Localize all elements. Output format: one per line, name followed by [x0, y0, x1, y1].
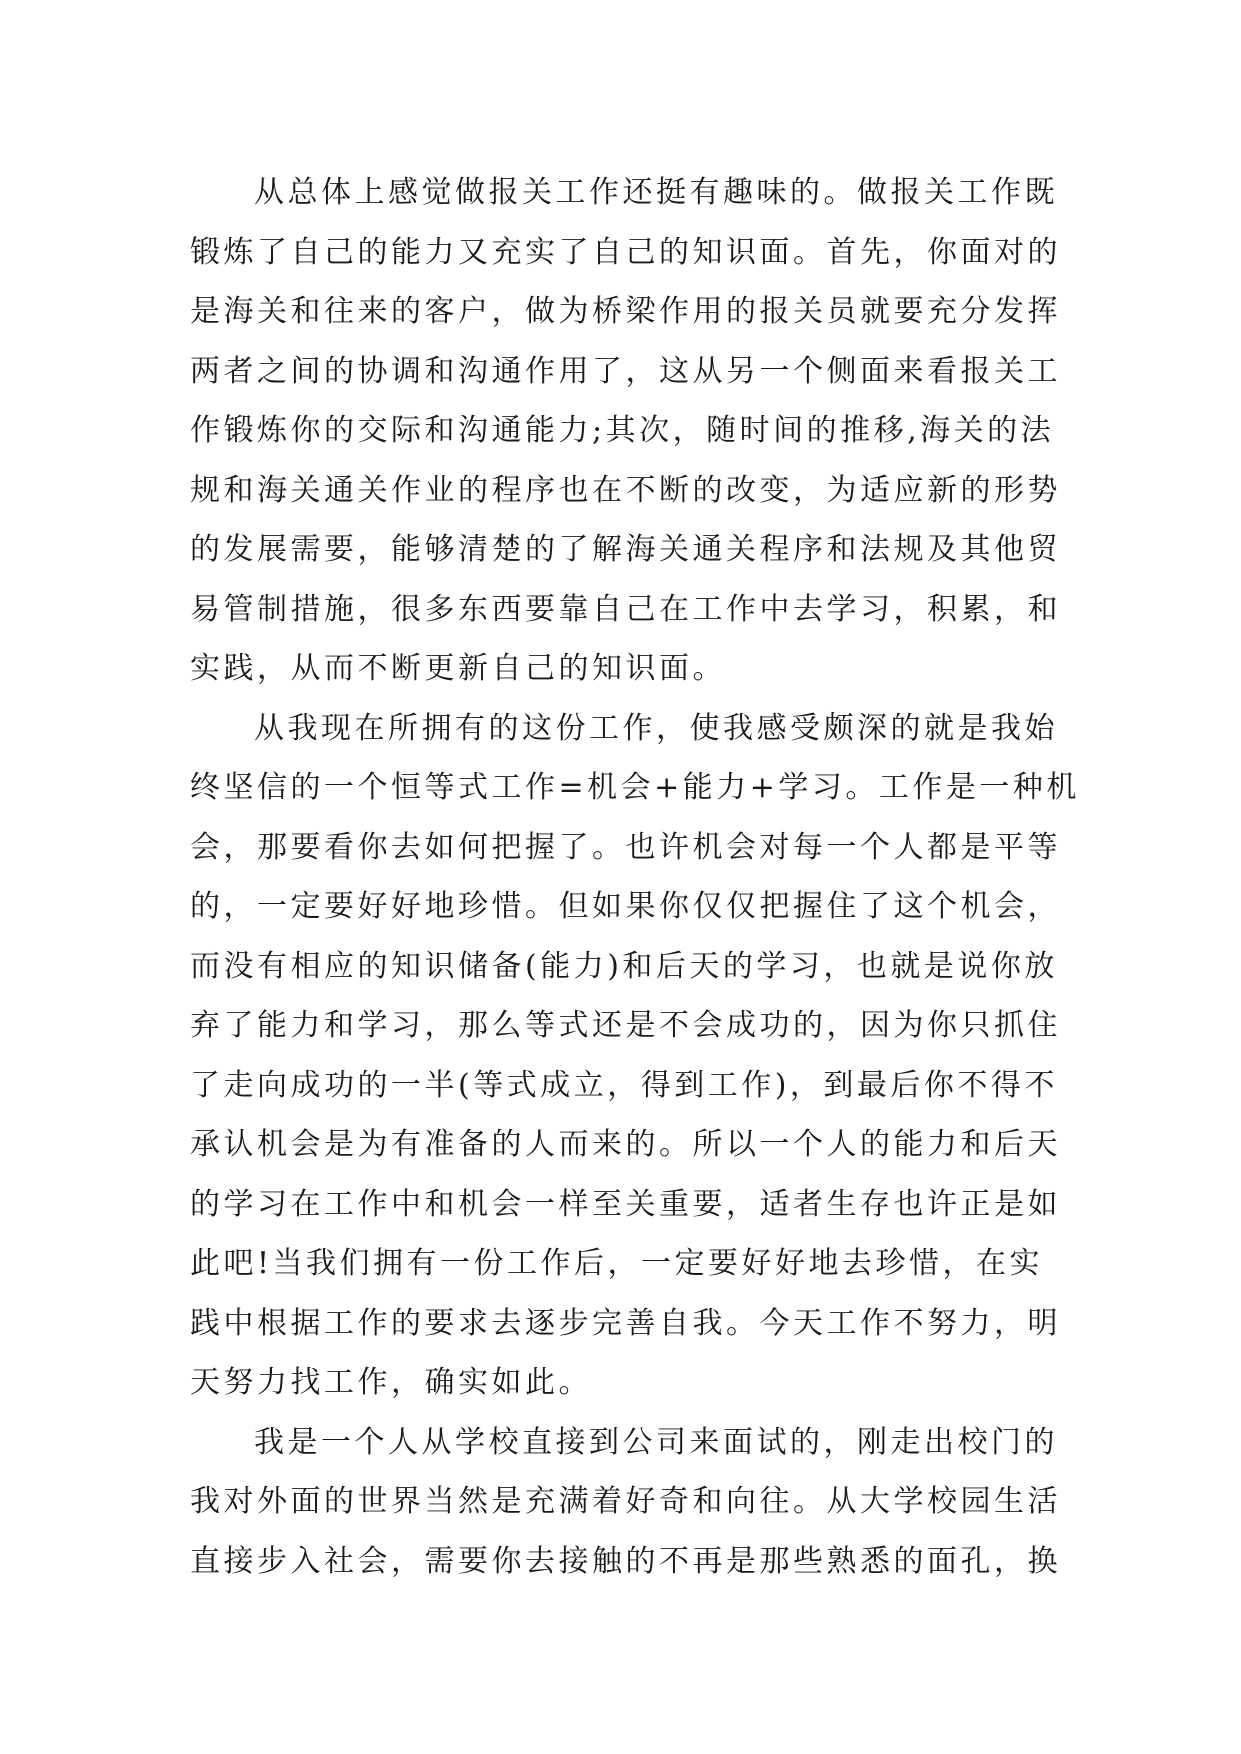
text-line: 从我现在所拥有的这份工作，使我感受颇深的就是我始: [254, 710, 1058, 746]
text-line: 而没有相应的知识储备(能力)和后天的学习，也就是说你放: [190, 948, 1058, 984]
text-line: 的，一定要好好地珍惜。但如果你仅仅把握住了这个机会，: [190, 889, 1061, 924]
text-line: 两者之间的协调和沟通作用了，这从另一个侧面来看报关工: [190, 353, 1061, 389]
text-line: 规和海关通关作业的程序也在不断的改变，为适应新的形势: [190, 472, 1061, 508]
text-line: 会，那要看你去如何把握了。也许机会对每一个人都是平等: [190, 829, 1061, 865]
text-line: 直接步入社会，需要你去接触的不再是那些熟悉的面孔，换: [190, 1543, 1061, 1579]
text-line: 天努力找工作，确实如此。: [190, 1365, 592, 1400]
text-line: 了走向成功的一半(等式成立，得到工作)，到最后你不得不: [190, 1067, 1058, 1103]
paragraph-1: [190, 163, 1070, 699]
text-line: 锻炼了自己的能力又充实了自己的知识面。首先，你面对的: [190, 234, 1061, 270]
text-line: 作锻炼你的交际和沟通能力;其次，随时间的推移,海关的法: [190, 413, 1055, 448]
text-line: 从总体上感觉做报关工作还挺有趣味的。做报关工作既: [254, 175, 1058, 210]
text-line: 我是一个人从学校直接到公司来面试的，刚走出校门的: [254, 1424, 1058, 1460]
text-line: 我对外面的世界当然是充满着好奇和向往。从大学校园生活: [190, 1484, 1061, 1519]
text-line: 是海关和往来的客户，做为桥梁作用的报关员就要充分发挥: [190, 294, 1061, 329]
paragraph-3: [190, 1413, 1070, 1592]
text-line: 的发展需要，能够清楚的了解海关通关程序和法规及其他贸: [190, 532, 1061, 567]
text-line: 践中根据工作的要求去逐步完善自我。今天工作不努力，明: [190, 1305, 1061, 1341]
text-line: 弃了能力和学习，那么等式还是不会成功的，因为你只抓住: [190, 1008, 1061, 1043]
text-line: 实践，从而不断更新自己的知识面。: [190, 651, 726, 686]
paragraph-2: [190, 699, 1080, 1413]
text-line: 易管制措施，很多东西要靠自己在工作中去学习，积累，和: [190, 591, 1061, 627]
text-line: 终坚信的一个恒等式工作=机会+能力+学习。工作是一种机: [190, 770, 1080, 805]
text-line: 的学习在工作中和机会一样至关重要，适者生存也许正是如: [190, 1186, 1061, 1222]
text-line: 承认机会是为有准备的人而来的。所以一个人的能力和后天: [190, 1127, 1061, 1162]
document-body: [190, 163, 1080, 1591]
text-line: 此吧!当我们拥有一份工作后，一定要好好地去珍惜，在实: [190, 1246, 1044, 1281]
